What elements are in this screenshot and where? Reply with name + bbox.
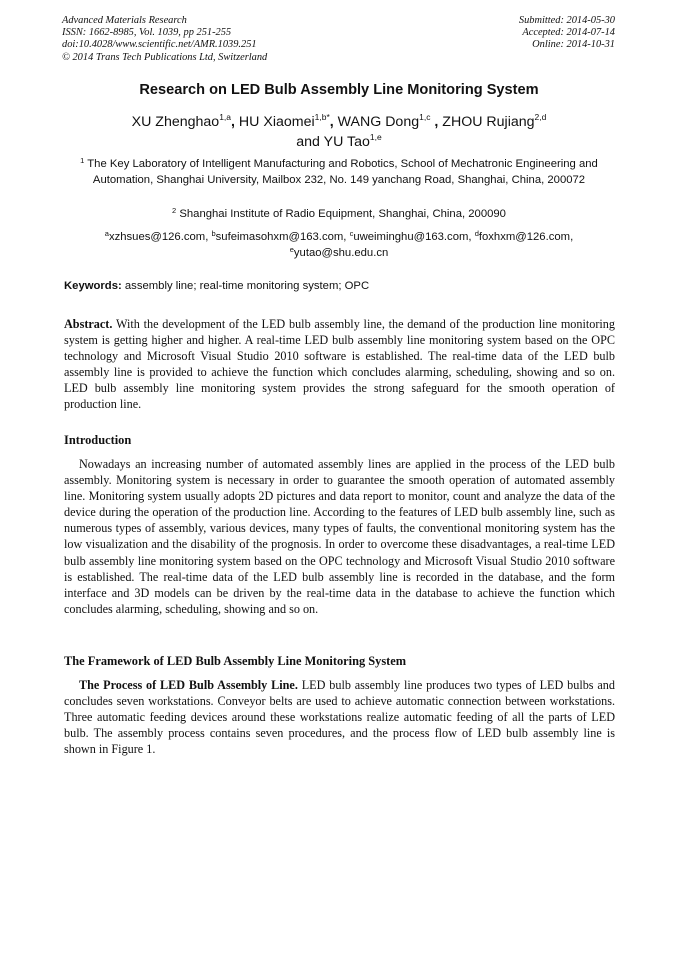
keywords <box>64 280 616 292</box>
journal-name: Advanced Materials Research <box>62 15 187 26</box>
section-heading-framework: The Framework of LED Bulb Assembly Line Monitoring System <box>64 654 407 668</box>
keywords-label: Keywords: <box>64 280 122 292</box>
author-separator: , <box>430 114 443 130</box>
author-affiliation-marker: 1,b* <box>314 112 330 122</box>
affiliation-marker: 2 <box>172 206 177 215</box>
email-address[interactable]: foxhxm@126.com <box>478 231 571 243</box>
author-affiliation-marker: 1,e <box>369 131 382 142</box>
affiliation-marker: 1 <box>80 156 85 165</box>
email-address[interactable]: sufeimasohxm@163.com <box>215 231 344 243</box>
author-affiliation-marker: 2,d <box>534 112 547 122</box>
journal-doi[interactable]: doi:10.4028/www.scientific.net/AMR.1039.251 <box>62 39 257 51</box>
email-marker: d <box>474 229 479 238</box>
subsection-label: The Process of LED Bulb Assembly Line. <box>79 678 298 692</box>
affiliation-2 <box>62 207 616 223</box>
email-separator: , <box>570 231 574 243</box>
affiliation-1 <box>62 157 616 188</box>
submitted-date: Submitted: 2014-05-30 <box>518 15 615 26</box>
author-list <box>40 113 638 152</box>
email-separator: , <box>468 231 475 243</box>
author-affiliation-marker: 1,a <box>219 112 232 122</box>
email-address[interactable]: yutao@shu.edu.cn <box>293 246 389 259</box>
affiliation-text: Shanghai Institute of Radio Equipment, Shanghai, China, 200090 <box>179 208 506 220</box>
author-affiliation-marker: 1,c <box>419 112 431 122</box>
abstract <box>64 316 615 413</box>
email-address[interactable]: uweiminghu@163.com <box>353 231 469 243</box>
author-name: ZHOU Rujiang <box>442 114 535 130</box>
accepted-date: Accepted: 2014-07-14 <box>522 27 615 39</box>
framework-paragraph <box>64 677 615 757</box>
abstract-label: Abstract. <box>64 317 113 331</box>
publication-dates <box>519 15 615 52</box>
journal-copyright: © 2014 Trans Tech Publications Ltd, Switzerland <box>62 51 268 63</box>
introduction-paragraph: Nowadays an increasing number of automated assembly lines are applied in the process of the LED bulb assembly. Monitoring system is necessary in order to guarantee the smooth operation of automated assembly line. Monitoring system usually adopts 2D pictures and data report to monitor, count and analyze the data of the device during the operation of the production line. According to the features of LED bulb assembly line, such as numerous types of assembly, various devices, many types of faults, the conventional monitoring system has the low visualization and the disability of the prognosis. In order to overcome these disadvantages, a real-time LED bulb assembly line monitoring system based on the OPC technology and Microsoft Visual Studio 2010 software is established. The real-time data of the LED bulb assembly line is recorded in the database, and the form interface and 3D models can be driven by the real-time data in the database to achieve the function which concludes alarming, scheduling, showing and so on. <box>64 457 615 616</box>
email-marker: c <box>349 229 354 238</box>
email-list <box>62 230 616 261</box>
author-name: WANG Dong <box>337 114 420 130</box>
author-name: and YU Tao <box>296 133 370 150</box>
keywords-text: assembly line; real-time monitoring system; OPC <box>121 280 370 292</box>
author-separator: , <box>329 114 338 130</box>
paper-title: Research on LED Bulb Assembly Line Monitoring System <box>139 82 539 98</box>
email-address[interactable]: xzhsues@126.com <box>108 231 206 243</box>
email-separator: , <box>205 231 212 243</box>
affiliation-text: The Key Laboratory of Intelligent Manufacturing and Robotics, School of Mechatronic Engineering and Automation, Shanghai University, Mailbox 232, No. 149 yanchang Road, Shanghai, China, 200072 <box>87 158 598 186</box>
author-name: HU Xiaomei <box>238 114 315 130</box>
journal-header <box>62 15 267 64</box>
author-separator: , <box>231 114 239 130</box>
framework-text: LED bulb assembly line produces two types of LED bulbs and concludes seven workstations. Conveyor belts are used to achieve automatic connection between workstations. Three automatic feeding devices around these workstations realize automatic feeding of all the parts of LED bulb. The assembly process contains seven procedures, and the process flow of LED bulb assembly line is shown in Figure 1. <box>64 678 615 757</box>
email-marker: e <box>289 244 294 254</box>
abstract-text: With the development of the LED bulb assembly line, the demand of the production line monitoring system is getting higher and higher. A real-time LED bulb assembly line monitoring system based on the OPC technology and Microsoft Visual Studio 2010 software is established. The real-time data of the LED bulb assembly line is provided to achieve the function which concludes alarming, scheduling, showing and so on. LED bulb assembly line monitoring system provides the strong safeguard for the smooth operation of production line. <box>64 317 615 412</box>
section-heading-introduction: Introduction <box>64 433 132 447</box>
email-separator: , <box>343 231 350 243</box>
email-marker: b <box>211 229 216 238</box>
email-marker: a <box>104 229 109 238</box>
journal-issn: ISSN: 1662-8985, Vol. 1039, pp 251-255 <box>62 27 232 39</box>
online-date: Online: 2014-10-31 <box>532 39 615 51</box>
author-name: XU Zhenghao <box>131 114 220 130</box>
